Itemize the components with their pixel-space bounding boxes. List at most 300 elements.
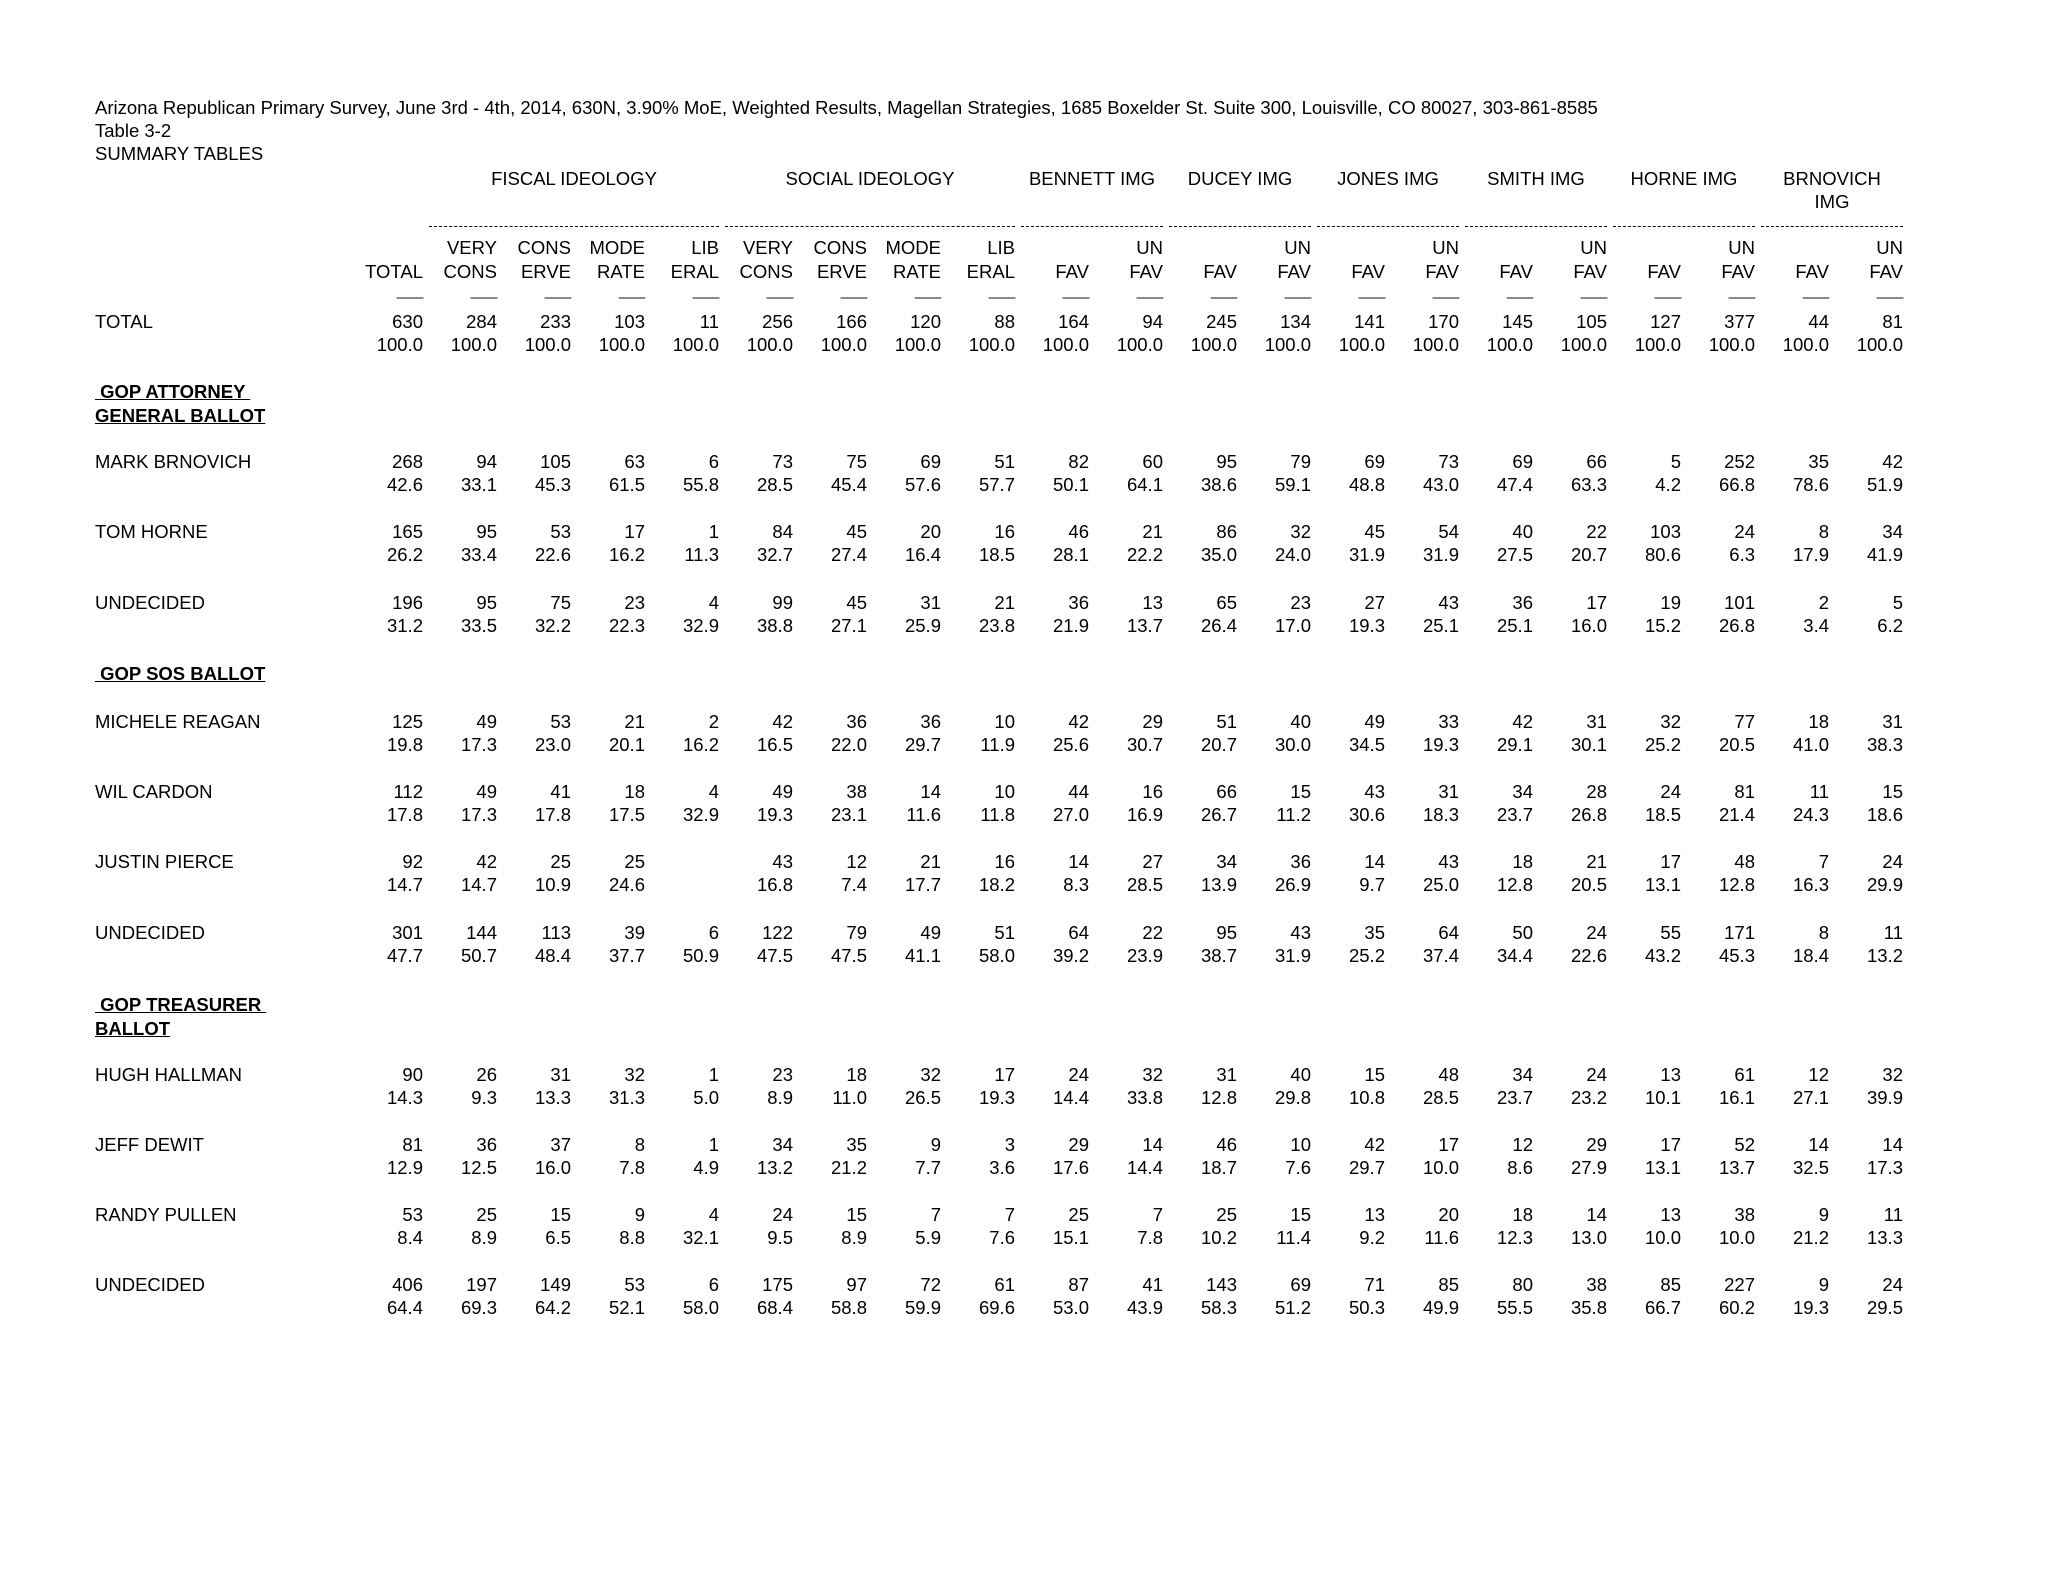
percent-cell: 9.2 <box>1359 1227 1385 1248</box>
percent-cell: 25.9 <box>904 615 941 636</box>
count-cell: 29 <box>1586 1134 1607 1155</box>
column-divider: --------- <box>840 290 867 304</box>
count-cell: 4 <box>708 1204 719 1225</box>
percent-cell: 32.7 <box>756 544 793 565</box>
count-cell: 34 <box>1216 851 1237 872</box>
percent-cell: 32.9 <box>682 615 719 636</box>
percent-cell: 100.0 <box>894 334 941 355</box>
percent-cell: 16.1 <box>1718 1087 1755 1108</box>
percent-cell: 11.3 <box>684 544 719 565</box>
percent-cell: 33.5 <box>460 615 497 636</box>
percent-cell: 16.5 <box>756 734 793 755</box>
percent-cell: 22.3 <box>608 615 645 636</box>
count-cell: 13 <box>1142 592 1163 613</box>
section-heading: GOP TREASURER BALLOT <box>95 994 262 1039</box>
count-cell: 49 <box>476 711 497 732</box>
count-cell: 25 <box>1216 1204 1237 1225</box>
percent-cell: 69.6 <box>978 1297 1015 1318</box>
count-cell: 120 <box>910 311 941 332</box>
count-cell: 165 <box>392 521 423 542</box>
percent-cell: 20.5 <box>1570 874 1607 895</box>
count-cell: 18 <box>624 781 645 802</box>
count-cell: 48 <box>1734 851 1755 872</box>
percent-cell: 12.8 <box>1496 874 1533 895</box>
percent-cell: 16.3 <box>1792 874 1829 895</box>
percent-cell: 14.7 <box>460 874 497 895</box>
count-cell: 39 <box>624 922 645 943</box>
percent-cell: 31.9 <box>1274 945 1311 966</box>
count-cell: 35 <box>1808 451 1829 472</box>
count-cell: 11 <box>1809 781 1829 802</box>
percent-cell: 19.3 <box>1422 734 1459 755</box>
column-heading: FAV <box>1055 261 1089 282</box>
percent-cell: 35.8 <box>1570 1297 1607 1318</box>
count-cell: 31 <box>1882 711 1903 732</box>
count-cell: 49 <box>772 781 793 802</box>
row-label: JUSTIN PIERCE <box>95 851 234 872</box>
count-cell: 87 <box>1068 1274 1089 1295</box>
percent-cell: 12.3 <box>1496 1227 1533 1248</box>
count-cell: 11 <box>699 311 719 332</box>
percent-cell: 50.7 <box>460 945 497 966</box>
percent-cell: 22.6 <box>1570 945 1607 966</box>
percent-cell: 10.0 <box>1422 1157 1459 1178</box>
count-cell: 113 <box>541 922 571 943</box>
percent-cell: 33.1 <box>460 474 497 495</box>
column-heading: FAV <box>1499 261 1533 282</box>
percent-cell: 18.4 <box>1792 945 1829 966</box>
count-cell: 1 <box>708 1064 719 1085</box>
count-cell: 145 <box>1502 311 1533 332</box>
percent-cell: 14.7 <box>386 874 423 895</box>
percent-cell: 28.5 <box>1422 1087 1459 1108</box>
count-cell: 95 <box>476 592 497 613</box>
percent-cell: 11.2 <box>1276 804 1311 825</box>
group-heading: SMITH IMG <box>1487 168 1585 189</box>
count-cell: 40 <box>1290 711 1311 732</box>
percent-cell: 20.7 <box>1200 734 1237 755</box>
count-cell: 85 <box>1660 1274 1681 1295</box>
percent-cell: 24.6 <box>608 874 645 895</box>
percent-cell: 7.6 <box>1285 1157 1311 1178</box>
percent-cell: 50.3 <box>1348 1297 1385 1318</box>
count-cell: 21 <box>920 851 941 872</box>
count-cell: 6 <box>708 1274 719 1295</box>
count-cell: 88 <box>994 311 1015 332</box>
percent-cell: 47.4 <box>1496 474 1533 495</box>
count-cell: 51 <box>994 451 1015 472</box>
percent-cell: 28.5 <box>1126 874 1163 895</box>
count-cell: 49 <box>920 922 941 943</box>
percent-cell: 58.0 <box>978 945 1015 966</box>
percent-cell: 43.2 <box>1644 945 1681 966</box>
percent-cell: 11.6 <box>1424 1227 1459 1248</box>
percent-cell: 20.7 <box>1570 544 1607 565</box>
count-cell: 21 <box>624 711 645 732</box>
percent-cell: 68.4 <box>756 1297 793 1318</box>
percent-cell: 17.3 <box>1866 1157 1903 1178</box>
percent-cell: 27.5 <box>1496 544 1533 565</box>
count-cell: 7 <box>1152 1204 1163 1225</box>
count-cell: 233 <box>540 311 571 332</box>
count-cell: 34 <box>1882 521 1903 542</box>
percent-cell: 100.0 <box>1708 334 1755 355</box>
count-cell: 69 <box>1512 451 1533 472</box>
column-heading: ERAL <box>966 261 1015 282</box>
percent-cell: 9.7 <box>1359 874 1385 895</box>
count-cell: 52 <box>1734 1134 1755 1155</box>
group-heading: DUCEY IMG <box>1187 168 1293 189</box>
count-cell: 24 <box>1882 1274 1903 1295</box>
percent-cell: 19.3 <box>1348 615 1385 636</box>
count-cell: 24 <box>1068 1064 1089 1085</box>
count-cell: 24 <box>1660 781 1681 802</box>
count-cell: 22 <box>1586 521 1607 542</box>
percent-cell: 100.0 <box>968 334 1015 355</box>
percent-cell: 23.0 <box>534 734 571 755</box>
count-cell: 51 <box>1216 711 1237 732</box>
group-divider <box>1613 226 1755 227</box>
count-cell: 3 <box>1004 1134 1015 1155</box>
count-cell: 97 <box>846 1274 867 1295</box>
table-number: Table 3-2 <box>95 120 172 141</box>
percent-cell: 41.9 <box>1866 544 1903 565</box>
count-cell: 41 <box>1142 1274 1163 1295</box>
percent-cell: 48.8 <box>1348 474 1385 495</box>
percent-cell: 100.0 <box>450 334 497 355</box>
column-divider: --------- <box>1728 290 1755 304</box>
row-label: MARK BRNOVICH <box>95 451 252 472</box>
count-cell: 12 <box>1808 1064 1829 1085</box>
count-cell: 2 <box>1818 592 1829 613</box>
percent-cell: 69.3 <box>460 1297 497 1318</box>
count-cell: 8 <box>1818 922 1829 943</box>
percent-cell: 20.5 <box>1718 734 1755 755</box>
percent-cell: 31.9 <box>1348 544 1385 565</box>
count-cell: 51 <box>994 922 1015 943</box>
percent-cell: 8.4 <box>397 1227 423 1248</box>
count-cell: 32 <box>1660 711 1681 732</box>
count-cell: 36 <box>846 711 867 732</box>
percent-cell: 17.5 <box>608 804 645 825</box>
percent-cell: 100.0 <box>376 334 423 355</box>
percent-cell: 17.0 <box>1274 615 1311 636</box>
column-divider: --------- <box>988 290 1015 304</box>
count-cell: 9 <box>930 1134 941 1155</box>
percent-cell: 28.5 <box>756 474 793 495</box>
count-cell: 6 <box>708 451 719 472</box>
count-cell: 25 <box>624 851 645 872</box>
count-cell: 4 <box>708 781 719 802</box>
percent-cell: 18.7 <box>1200 1157 1237 1178</box>
count-cell: 377 <box>1724 311 1755 332</box>
count-cell: 44 <box>1068 781 1089 802</box>
count-cell: 53 <box>402 1204 423 1225</box>
percent-cell: 18.5 <box>978 544 1015 565</box>
count-cell: 40 <box>1512 521 1533 542</box>
percent-cell: 100.0 <box>1116 334 1163 355</box>
percent-cell: 22.6 <box>534 544 571 565</box>
count-cell: 43 <box>1438 851 1459 872</box>
count-cell: 23 <box>1290 592 1311 613</box>
count-cell: 24 <box>772 1204 793 1225</box>
column-divider: --------- <box>618 290 645 304</box>
percent-cell: 33.4 <box>460 544 497 565</box>
percent-cell: 21.2 <box>830 1157 867 1178</box>
column-heading-top: LIB <box>987 237 1015 258</box>
count-cell: 28 <box>1586 781 1607 802</box>
percent-cell: 100.0 <box>598 334 645 355</box>
percent-cell: 17.8 <box>386 804 423 825</box>
count-cell: 16 <box>994 851 1015 872</box>
count-cell: 84 <box>772 521 793 542</box>
count-cell: 86 <box>1216 521 1237 542</box>
count-cell: 44 <box>1808 311 1829 332</box>
count-cell: 12 <box>846 851 867 872</box>
column-divider: --------- <box>1580 290 1607 304</box>
count-cell: 4 <box>708 592 719 613</box>
column-divider: --------- <box>1358 290 1385 304</box>
count-cell: 42 <box>1512 711 1533 732</box>
count-cell: 10 <box>994 781 1015 802</box>
column-divider: --------- <box>1654 290 1681 304</box>
group-divider <box>1169 226 1311 227</box>
count-cell: 15 <box>1882 781 1903 802</box>
count-cell: 103 <box>1650 521 1681 542</box>
count-cell: 125 <box>392 711 423 732</box>
row-label: WIL CARDON <box>95 781 213 802</box>
count-cell: 8 <box>634 1134 645 1155</box>
count-cell: 92 <box>402 851 423 872</box>
count-cell: 18 <box>1512 851 1533 872</box>
column-divider: --------- <box>1062 290 1089 304</box>
count-cell: 227 <box>1724 1274 1755 1295</box>
column-divider: --------- <box>766 290 793 304</box>
percent-cell: 32.5 <box>1792 1157 1829 1178</box>
count-cell: 32 <box>1290 521 1311 542</box>
count-cell: 15 <box>1290 781 1311 802</box>
percent-cell: 17.6 <box>1052 1157 1089 1178</box>
percent-cell: 45.3 <box>534 474 571 495</box>
count-cell: 50 <box>1512 922 1533 943</box>
count-cell: 25 <box>550 851 571 872</box>
count-cell: 20 <box>1438 1204 1459 1225</box>
column-heading-top: CONS <box>813 237 867 258</box>
count-cell: 32 <box>920 1064 941 1085</box>
percent-cell: 13.9 <box>1200 874 1237 895</box>
count-cell: 21 <box>994 592 1015 613</box>
count-cell: 38 <box>1734 1204 1755 1225</box>
count-cell: 284 <box>466 311 497 332</box>
count-cell: 1 <box>708 1134 719 1155</box>
section-heading: GOP ATTORNEY GENERAL BALLOT <box>95 381 266 426</box>
percent-cell: 32.2 <box>534 615 571 636</box>
count-cell: 15 <box>1364 1064 1385 1085</box>
count-cell: 75 <box>550 592 571 613</box>
count-cell: 14 <box>1808 1134 1829 1155</box>
count-cell: 66 <box>1586 451 1607 472</box>
column-divider: --------- <box>692 290 719 304</box>
percent-cell: 52.1 <box>608 1297 645 1318</box>
column-heading-top: VERY <box>446 237 497 258</box>
count-cell: 112 <box>393 781 423 802</box>
column-divider: --------- <box>1432 290 1459 304</box>
percent-cell: 19.8 <box>386 734 423 755</box>
count-cell: 55 <box>1660 922 1681 943</box>
percent-cell: 38.6 <box>1200 474 1237 495</box>
percent-cell: 6.2 <box>1877 615 1903 636</box>
count-cell: 36 <box>920 711 941 732</box>
percent-cell: 25.2 <box>1644 734 1681 755</box>
percent-cell: 42.6 <box>386 474 423 495</box>
percent-cell: 19.3 <box>756 804 793 825</box>
percent-cell: 8.8 <box>619 1227 645 1248</box>
percent-cell: 16.9 <box>1126 804 1163 825</box>
count-cell: 17 <box>1438 1134 1459 1155</box>
percent-cell: 37.4 <box>1422 945 1459 966</box>
count-cell: 24 <box>1586 922 1607 943</box>
count-cell: 73 <box>772 451 793 472</box>
percent-cell: 18.3 <box>1422 804 1459 825</box>
count-cell: 13 <box>1660 1064 1681 1085</box>
percent-cell: 26.5 <box>904 1087 941 1108</box>
count-cell: 144 <box>466 922 497 943</box>
percent-cell: 100.0 <box>1042 334 1089 355</box>
percent-cell: 100.0 <box>1338 334 1385 355</box>
percent-cell: 51.2 <box>1274 1297 1311 1318</box>
percent-cell: 17.9 <box>1792 544 1829 565</box>
percent-cell: 26.8 <box>1718 615 1755 636</box>
column-heading-top: UN <box>1284 237 1311 258</box>
count-cell: 149 <box>540 1274 571 1295</box>
count-cell: 14 <box>1068 851 1089 872</box>
percent-cell: 27.0 <box>1052 804 1089 825</box>
count-cell: 42 <box>1068 711 1089 732</box>
count-cell: 197 <box>466 1274 497 1295</box>
count-cell: 49 <box>1364 711 1385 732</box>
percent-cell: 23.8 <box>978 615 1015 636</box>
count-cell: 12 <box>1512 1134 1533 1155</box>
count-cell: 53 <box>624 1274 645 1295</box>
count-cell: 61 <box>1734 1064 1755 1085</box>
percent-cell: 26.8 <box>1570 804 1607 825</box>
percent-cell: 13.7 <box>1718 1157 1755 1178</box>
percent-cell: 31.9 <box>1422 544 1459 565</box>
count-cell: 94 <box>476 451 497 472</box>
column-divider: --------- <box>1284 290 1311 304</box>
percent-cell: 14.4 <box>1126 1157 1163 1178</box>
count-cell: 45 <box>846 521 867 542</box>
count-cell: 71 <box>1364 1274 1385 1295</box>
count-cell: 35 <box>1364 922 1385 943</box>
count-cell: 29 <box>1068 1134 1089 1155</box>
percent-cell: 59.1 <box>1274 474 1311 495</box>
column-heading: FAV <box>1647 261 1681 282</box>
group-divider <box>429 226 719 227</box>
percent-cell: 26.7 <box>1200 804 1237 825</box>
percent-cell: 7.7 <box>915 1157 941 1178</box>
count-cell: 40 <box>1290 1064 1311 1085</box>
percent-cell: 39.2 <box>1052 945 1089 966</box>
percent-cell: 100.0 <box>1782 334 1829 355</box>
percent-cell: 13.1 <box>1644 1157 1681 1178</box>
percent-cell: 4.2 <box>1655 474 1681 495</box>
group-heading: JONES IMG <box>1337 168 1439 189</box>
percent-cell: 16.0 <box>534 1157 571 1178</box>
count-cell: 20 <box>920 521 941 542</box>
percent-cell: 29.7 <box>904 734 941 755</box>
group-divider <box>1021 226 1163 227</box>
count-cell: 7 <box>1818 851 1829 872</box>
count-cell: 256 <box>762 311 793 332</box>
percent-cell: 3.4 <box>1803 615 1829 636</box>
percent-cell: 24.3 <box>1792 804 1829 825</box>
row-label: HUGH HALLMAN <box>95 1064 242 1085</box>
count-cell: 5 <box>1670 451 1681 472</box>
count-cell: 32 <box>1142 1064 1163 1085</box>
percent-cell: 10.2 <box>1200 1227 1237 1248</box>
percent-cell: 47.7 <box>386 945 423 966</box>
percent-cell: 57.6 <box>904 474 941 495</box>
percent-cell: 64.1 <box>1126 474 1163 495</box>
count-cell: 41 <box>550 781 571 802</box>
count-cell: 35 <box>846 1134 867 1155</box>
count-cell: 10 <box>1290 1134 1311 1155</box>
percent-cell: 23.7 <box>1496 804 1533 825</box>
count-cell: 15 <box>1290 1204 1311 1225</box>
group-heading: HORNE IMG <box>1630 168 1738 189</box>
row-label: UNDECIDED <box>95 922 205 943</box>
percent-cell: 38.7 <box>1200 945 1237 966</box>
column-heading: FAV <box>1203 261 1237 282</box>
count-cell: 23 <box>772 1064 793 1085</box>
percent-cell: 80.6 <box>1644 544 1681 565</box>
percent-cell: 6.3 <box>1729 544 1755 565</box>
group-heading: BRNOVICH <box>1783 168 1881 189</box>
percent-cell: 25.0 <box>1422 874 1459 895</box>
percent-cell: 10.1 <box>1644 1087 1681 1108</box>
percent-cell: 26.2 <box>386 544 423 565</box>
count-cell: 36 <box>1512 592 1533 613</box>
percent-cell: 29.8 <box>1274 1087 1311 1108</box>
percent-cell: 41.0 <box>1792 734 1829 755</box>
count-cell: 34 <box>772 1134 793 1155</box>
count-cell: 32 <box>624 1064 645 1085</box>
percent-cell: 39.9 <box>1866 1087 1903 1108</box>
percent-cell: 35.0 <box>1200 544 1237 565</box>
count-cell: 18 <box>1512 1204 1533 1225</box>
percent-cell: 66.7 <box>1644 1297 1681 1318</box>
count-cell: 45 <box>846 592 867 613</box>
count-cell: 61 <box>994 1274 1015 1295</box>
count-cell: 245 <box>1206 311 1237 332</box>
column-heading: RATE <box>893 261 941 282</box>
row-label: MICHELE REAGAN <box>95 711 261 732</box>
percent-cell: 64.4 <box>386 1297 423 1318</box>
percent-cell: 37.7 <box>608 945 645 966</box>
count-cell: 99 <box>772 592 793 613</box>
percent-cell: 61.5 <box>608 474 645 495</box>
count-cell: 31 <box>1586 711 1607 732</box>
column-heading: CONS <box>739 261 793 282</box>
percent-cell: 27.1 <box>830 615 867 636</box>
count-cell: 46 <box>1068 521 1089 542</box>
percent-cell: 45.3 <box>1718 945 1755 966</box>
percent-cell: 23.9 <box>1126 945 1163 966</box>
column-heading: CONS <box>443 261 497 282</box>
percent-cell: 100.0 <box>1412 334 1459 355</box>
percent-cell: 10.9 <box>534 874 571 895</box>
